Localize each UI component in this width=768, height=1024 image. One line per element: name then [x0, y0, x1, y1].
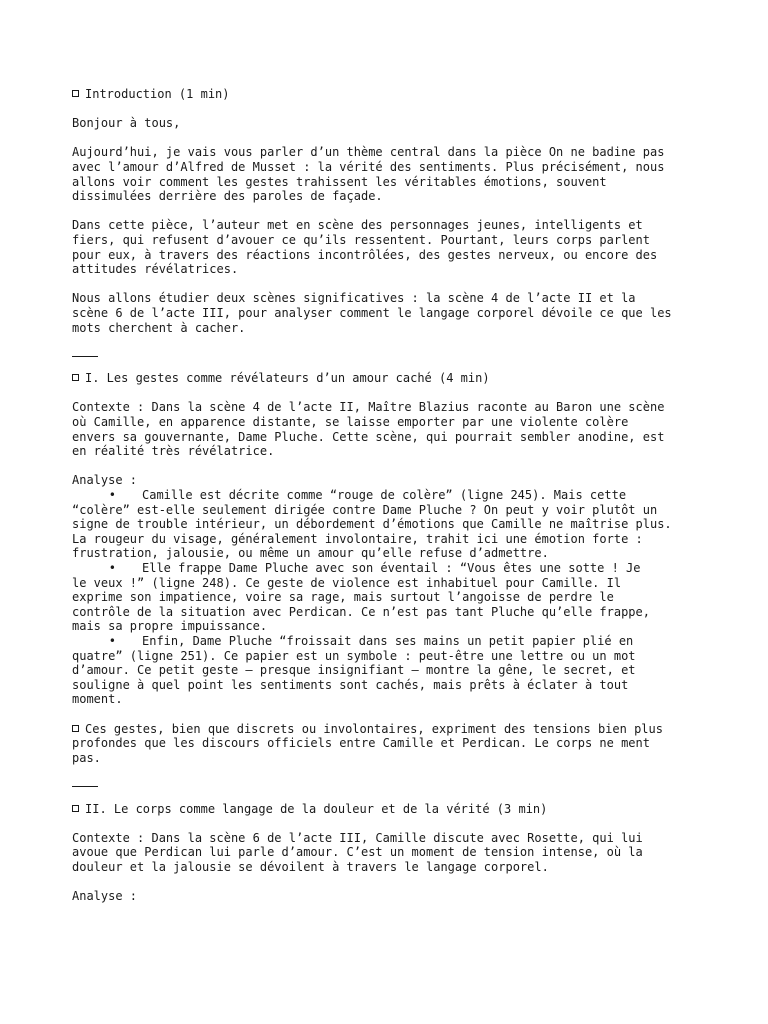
bullet-icon: • — [108, 633, 116, 648]
bullet-icon: • — [108, 488, 116, 503]
section1-conclusion-continuation: profondes que les discours officiels entre Camille et Perdican. Le corps ne ment pas. — [72, 736, 650, 765]
intro-paragraph-3: Nous allons étudier deux scènes significatives : la scène 4 de l’acte II et la scène 6 de l’acte III, pour analyser comment le langage corporel dévoile ce que les mots cherchent à cacher. — [72, 291, 672, 335]
document-page — [72, 87, 712, 904]
section1-bullet-1: • Camille est décrite comme “rouge de colère” (ligne 245). Mais cette — [108, 488, 627, 503]
section1-context: Contexte : Dans la scène 4 de l’acte II, Maître Blazius raconte au Baron une scène où Camille, en apparence distante, se laisse emporter par une violente colère envers sa gouvernante, Dame Pluche. Cette scène, qui pourrait sembler anodine, est en réalité très révélatrice. — [72, 400, 665, 459]
section1-bullet-1-continuation: “colère” est-elle seulement dirigée contre Dame Pluche ? On peut y voir plutôt un signe de trouble intérieur, un débordement d’émotions que Camille ne maîtrise plus. La rougeur du visage, généralement involontaire, trahit ici une émotion forte : frustration, jalousie, ou même un amour qu’elle refuse d’admettre. — [72, 502, 672, 561]
analysis-label: Analyse : — [72, 473, 138, 488]
square-bullet-icon — [72, 805, 79, 812]
section1-bullet-3-continuation: quatre” (ligne 251). Ce papier est un symbole : peut-être une lettre ou un mot d’amour. Ce petit geste – presque insignifiant – montre la gêne, le secret, et souligne à quel point les sentiments sont cachés, mais prêts à éclater à tout moment. — [72, 648, 636, 707]
section2-analysis-label: Analyse : — [72, 889, 138, 904]
intro-paragraph-1: Aujourd’hui, je vais vous parler d’un thème central dans la pièce On ne badine pas avec l’amour d’Alfred de Musset : la vérité des sentiments. Plus précisément, nous allons voir comment les gestes trahissent les véritables émotions, souvent dissimulées derrière des paroles de façade. — [72, 145, 665, 204]
intro-paragraph-2: Dans cette pièce, l’auteur met en scène des personnages jeunes, intelligents et fiers, qui refusent d’avouer ce qu’ils ressentent. Pourtant, leurs corps parlent pour eux, à travers des réactions incontrôlées, des gestes nerveux, ou encore des attitudes révélatrices. — [72, 218, 658, 277]
square-bullet-icon — [72, 374, 79, 381]
bullet-icon: • — [108, 561, 116, 575]
square-bullet-icon — [72, 90, 79, 97]
section1-heading: I. Les gestes comme révélateurs d’un amour caché (4 min) — [72, 371, 712, 386]
square-bullet-icon — [72, 725, 79, 732]
section2-heading: II. Le corps comme langage de la douleur et de la vérité (3 min) — [72, 802, 712, 817]
section1-conclusion: Ces gestes, bien que discrets ou involontaires, expriment des tensions bien plus — [72, 722, 712, 737]
section1-bullet-2-continuation: le veux !” (ligne 248). Ce geste de violence est inhabituel pour Camille. Il exprime son impatience, voire sa rage, mais surtout l’angoisse de perdre le contrôle de la situation avec Perdican. Ce n’est pas tant Pluche qu’elle frappe, mais sa propre impuissance. — [72, 575, 650, 634]
intro-heading: Introduction (1 min) — [72, 87, 712, 102]
section1-bullet-2: • Elle frappe Dame Pluche avec son éventail : “Vous êtes une sotte ! Je — [108, 561, 641, 575]
section1-bullet-3: • Enfin, Dame Pluche “froissait dans ses mains un petit papier plié en — [108, 633, 634, 648]
section2-context: Contexte : Dans la scène 6 de l’acte III, Camille discute avec Rosette, qui lui avoue que Perdican lui parle d’amour. C’est un moment de tension intense, où la douleur et la jalousie se dévoilent à travers le langage corporel. — [72, 830, 643, 874]
greeting: Bonjour à tous, — [72, 116, 181, 131]
